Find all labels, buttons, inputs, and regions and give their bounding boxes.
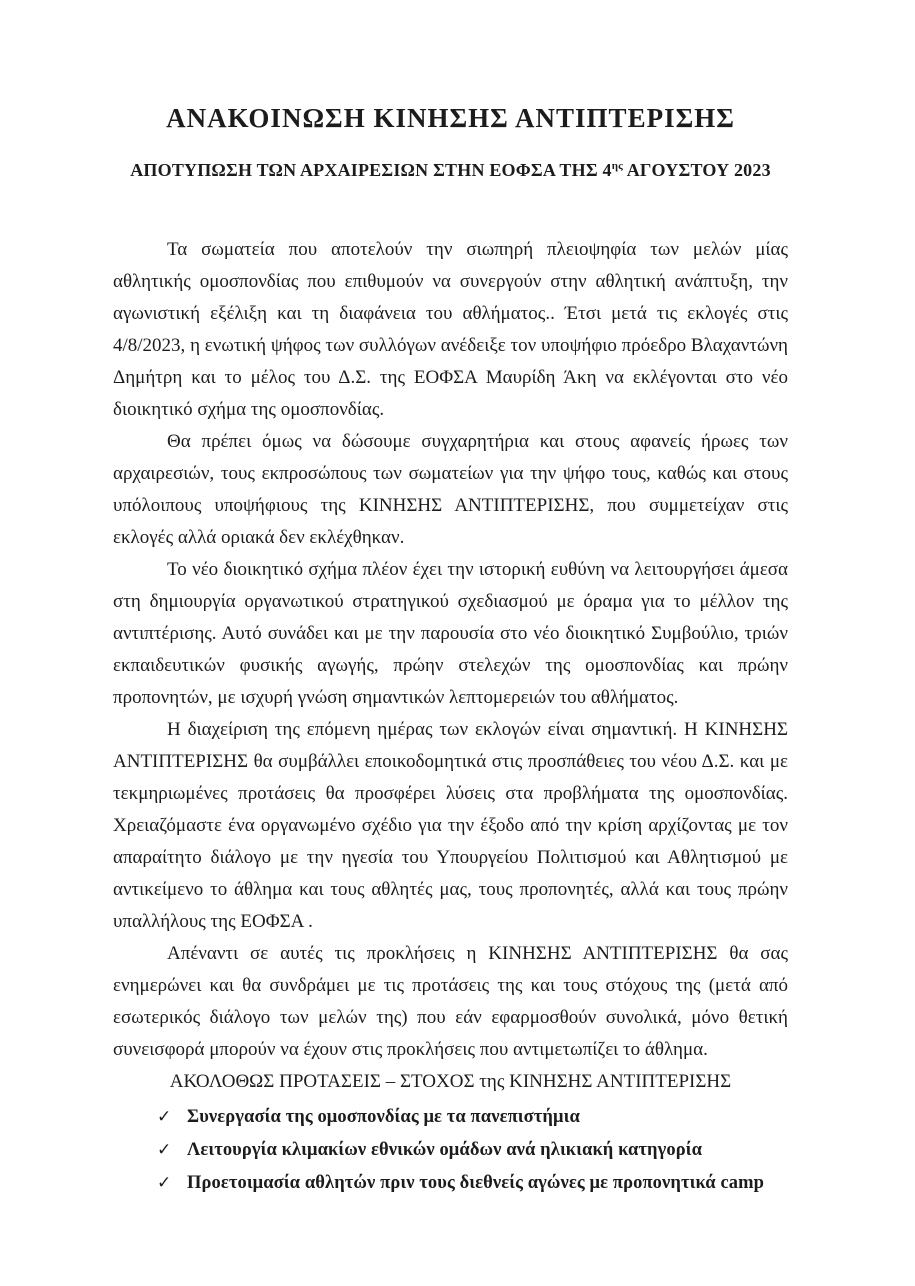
paragraph: Το νέο διοικητικό σχήμα πλέον έχει την ιστορική ευθύνη να λειτουργήσει άμεσα στη δημιουργία οργανωτικού στρατηγικού σχεδιασμού με όραμα για το μέλλον της αντιπτέρισης. Αυτό συνάδει και με την παρουσία στο νέο διοικητικό Συμβούλιο, τριών εκπαιδευτικών φυσικής αγωγής, πρώην στελεχών της ομοσπονδίας και πρώην προπονητών, με ισχυρή γνώση σημαντικών λεπτομερειών του αθλήματος. [113, 558, 788, 708]
document-subtitle [113, 160, 788, 182]
paragraph: Τα σωματεία που αποτελούν την σιωπηρή πλειοψηφία των μελών μίας αθλητικής ομοσπονδίας που επιθυμούν να συνεργούν στην αθλητική ανάπτυξη, την αγωνιστική εξέλιξη και τη διαφάνεια του αθλήματος.. Έτσι μετά τις εκλογές στις 4/8/2023, η ενωτική ψήφος των συλλόγων ανέδειξε τον υποψήφιο πρόεδρο Βλαχαντώνη Δημήτρη και το μέλος του Δ.Σ. της ΕΟΦΣΑ Μαυρίδη Άκη να εκλέγονται στο νέο διοικητικό σχήμα της ομοσπονδίας. [113, 238, 788, 420]
paragraph: Θα πρέπει όμως να δώσουμε συγχαρητήρια και στους αφανείς ήρωες των αρχαιρεσιών, τους εκπροσώπους των σωματείων για την ψήφο τους, καθώς και στους υπόλοιπους υποψήφιους της ΚΙΝΗΣΗΣ ΑΝΤΙΠΤΕΡΙΣΗΣ, που συμμετείχαν στις εκλογές αλλά οριακά δεν εκλέχθηκαν. [113, 430, 788, 548]
checkmark-icon: ✓ [157, 1172, 172, 1193]
checkmark-icon: ✓ [157, 1106, 172, 1127]
paragraph: Η διαχείριση της επόμενη ημέρας των εκλογών είναι σημαντική. Η ΚΙΝΗΣΗΣ ΑΝΤΙΠΤΕΡΙΣΗΣ θα συμβάλλει εποικοδομητικά στις προσπάθειες του νέου Δ.Σ. και με τεκμηριωμένες προτάσεις θα προσφέρει λύσεις στα προβλήματα της ομοσπονδίας. Χρειαζόμαστε ένα οργανωμένο σχέδιο για την έξοδο από την κρίση αρχίζοντας με τον απαραίτητο διάλογο με την ηγεσία του Υπουργείου Πολιτισμού και Αθλητισμού με αντικείμενο το άθλημα και τους αθλητές μας, τους προπονητές, αλλά και τους πρώην υπαλλήλους της ΕΟΦΣΑ . [113, 718, 788, 932]
bullet-text: Λειτουργία κλιμακίων εθνικών ομάδων ανά ηλικιακή κατηγορία [187, 1139, 703, 1160]
list-item [157, 1134, 788, 1167]
subtitle-ordinal-superscript: ης [611, 160, 623, 173]
checkmark-icon: ✓ [157, 1139, 172, 1160]
bullet-text: Προετοιμασία αθλητών πριν τους διεθνείς αγώνες με προπονητικά camp [187, 1172, 765, 1193]
paragraph: Απέναντι σε αυτές τις προκλήσεις η ΚΙΝΗΣΗΣ ΑΝΤΙΠΤΕΡΙΣΗΣ θα σας ενημερώνει και θα συνδράμει με τις προτάσεις της και τους στόχους της (μετά από εσωτερικός διάλογο των μελών της) που εάν εφαρμοσθούν συνολικά, μόνο θετική συνεισφορά μπορούν να έχουν στις προκλήσεις που αντιμετωπίζει το άθλημα. [113, 942, 788, 1060]
subtitle-date-text: ΑΓΟΥΣΤΟΥ 2023 [623, 160, 771, 181]
list-item [157, 1101, 788, 1134]
subtitle-text: ΑΠΟΤΥΠΩΣΗ ΤΩΝ ΑΡΧΑΙΡΕΣΙΩΝ ΣΤΗΝ ΕΟΦΣΑ ΤΗΣ 4 [130, 160, 612, 181]
proposals-list [113, 1101, 788, 1200]
document-body [113, 234, 788, 1200]
list-item [157, 1167, 788, 1200]
document-title: ΑΝΑΚΟΙΝΩΣΗ ΚΙΝΗΣΗΣ ΑΝΤΙΠΤΕΡΙΣΗΣ [166, 103, 735, 133]
proposals-heading: ΑΚΟΛΟΘΩΣ ΠΡΟΤΑΣΕΙΣ – ΣΤΟΧΟΣ της ΚΙΝΗΣΗΣ ΑΝΤΙΠΤΕΡΙΣΗΣ [169, 1070, 732, 1092]
bullet-text: Συνεργασία της ομοσπονδίας με τα πανεπιστήμια [187, 1106, 580, 1127]
